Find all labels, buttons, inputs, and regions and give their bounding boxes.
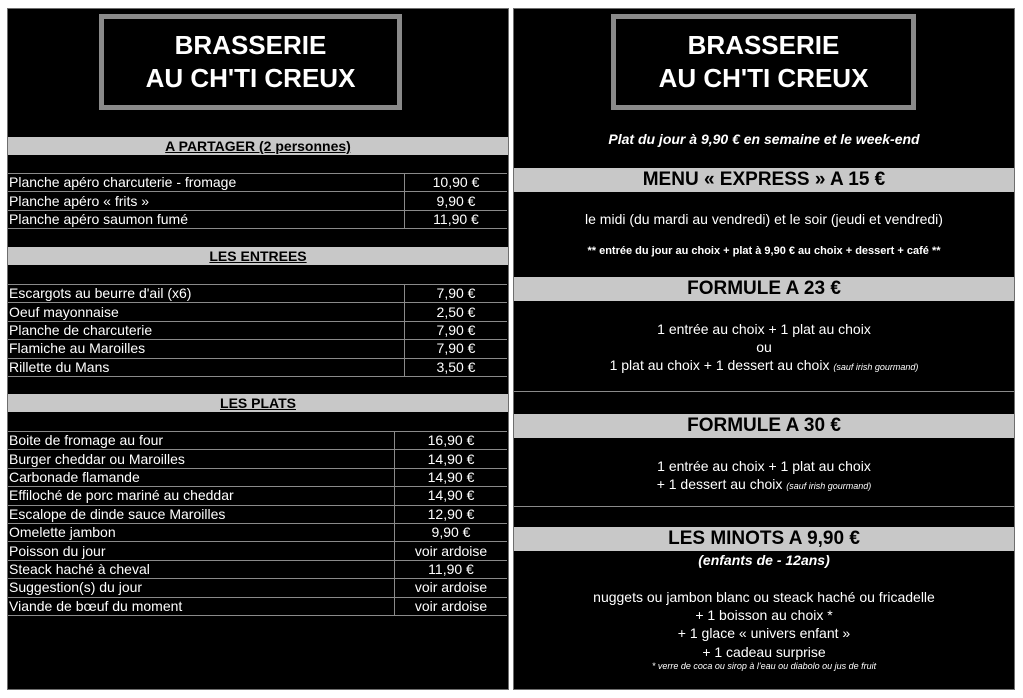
formule23-line3 bbox=[514, 357, 1014, 373]
left-menu-panel bbox=[7, 8, 509, 690]
section-header-minots: LES MINOTS A 9,90 € bbox=[514, 527, 1014, 551]
item-price: 7,90 € bbox=[405, 285, 508, 303]
section-header-partager: A PARTAGER (2 personnes) bbox=[8, 137, 508, 155]
item-name: Suggestion(s) du jour bbox=[8, 579, 395, 597]
item-name: Viande de bœuf du moment bbox=[8, 597, 395, 615]
item-name: Rillette du Mans bbox=[8, 358, 405, 376]
item-price: voir ardoise bbox=[395, 542, 508, 560]
section-header-express: MENU « EXPRESS » A 15 € bbox=[514, 168, 1014, 192]
item-price: 14,90 € bbox=[395, 468, 508, 486]
item-price: voir ardoise bbox=[395, 579, 508, 597]
item-name: Poisson du jour bbox=[8, 542, 395, 560]
item-name: Escalope de dinde sauce Maroilles bbox=[8, 505, 395, 523]
table-row bbox=[8, 285, 507, 303]
formule30-note: (sauf irish gourmand) bbox=[786, 481, 872, 491]
formule30-line2: + 1 dessert au choix bbox=[656, 476, 783, 492]
item-name: Planche apéro charcuterie - fromage bbox=[8, 174, 405, 192]
right-title-line1: BRASSERIE bbox=[687, 30, 840, 60]
minots-line3: + 1 glace « univers enfant » bbox=[677, 625, 851, 641]
item-price: 16,90 € bbox=[395, 432, 508, 450]
item-name: Carbonade flamande bbox=[8, 468, 395, 486]
section-header-formule23: FORMULE A 23 € bbox=[514, 277, 1014, 301]
item-price: voir ardoise bbox=[395, 597, 508, 615]
formule30-line1: 1 entrée au choix + 1 plat au choix bbox=[657, 458, 871, 474]
table-row bbox=[8, 597, 507, 615]
item-price: 2,50 € bbox=[405, 303, 508, 321]
table-row bbox=[8, 487, 507, 505]
table-row bbox=[8, 358, 507, 376]
right-title-box bbox=[611, 14, 916, 110]
partager-table bbox=[8, 173, 507, 229]
plats-table bbox=[8, 431, 507, 616]
left-title-box bbox=[99, 14, 402, 110]
item-name: Burger cheddar ou Maroilles bbox=[8, 450, 395, 468]
right-title-line2: AU CH'TI CREUX bbox=[658, 63, 869, 93]
item-price: 7,90 € bbox=[405, 321, 508, 339]
table-row bbox=[8, 523, 507, 541]
table-row bbox=[8, 210, 507, 228]
divider bbox=[514, 506, 1014, 507]
express-line2: ** entrée du jour au choix + plat à 9,90 € au choix + dessert + café ** bbox=[587, 245, 941, 257]
table-row bbox=[8, 505, 507, 523]
item-name: Oeuf mayonnaise bbox=[8, 303, 405, 321]
item-name: Omelette jambon bbox=[8, 523, 395, 541]
item-name: Effiloché de porc mariné au cheddar bbox=[8, 487, 395, 505]
table-row bbox=[8, 340, 507, 358]
formule23-line2: ou bbox=[756, 339, 772, 355]
table-row bbox=[8, 303, 507, 321]
table-row bbox=[8, 579, 507, 597]
formule23-line3-text: 1 plat au choix + 1 dessert au choix bbox=[609, 357, 830, 373]
formule30-line2-row bbox=[514, 476, 1014, 492]
item-name: Planche de charcuterie bbox=[8, 321, 405, 339]
minots-subtitle: (enfants de - 12ans) bbox=[698, 552, 830, 568]
formule23-note: (sauf irish gourmand) bbox=[833, 362, 919, 372]
section-header-entrees: LES ENTREES bbox=[8, 247, 508, 265]
express-line1: le midi (du mardi au vendredi) et le soir (jeudi et vendredi) bbox=[585, 211, 943, 227]
item-name: Escargots au beurre d'ail (x6) bbox=[8, 285, 405, 303]
table-row bbox=[8, 450, 507, 468]
item-price: 10,90 € bbox=[405, 174, 508, 192]
minots-line2: + 1 boisson au choix * bbox=[695, 607, 833, 623]
minots-line4: + 1 cadeau surprise bbox=[702, 644, 826, 660]
item-price: 14,90 € bbox=[395, 487, 508, 505]
minots-footnote: * verre de coca ou sirop à l'eau ou diabolo ou jus de fruit bbox=[651, 661, 877, 671]
table-row bbox=[8, 468, 507, 486]
item-price: 11,90 € bbox=[395, 560, 508, 578]
item-name: Boite de fromage au four bbox=[8, 432, 395, 450]
left-title-line1: BRASSERIE bbox=[174, 30, 327, 60]
item-price: 9,90 € bbox=[395, 523, 508, 541]
table-row bbox=[8, 174, 507, 192]
item-price: 14,90 € bbox=[395, 450, 508, 468]
plat-du-jour-text: Plat du jour à 9,90 € en semaine et le week-end bbox=[608, 131, 920, 147]
item-name: Planche apéro « frits » bbox=[8, 192, 405, 210]
item-name: Steack haché à cheval bbox=[8, 560, 395, 578]
divider bbox=[514, 391, 1014, 392]
item-price: 11,90 € bbox=[405, 210, 508, 228]
item-price: 3,50 € bbox=[405, 358, 508, 376]
formule23-line1: 1 entrée au choix + 1 plat au choix bbox=[657, 321, 871, 337]
table-row bbox=[8, 542, 507, 560]
item-price: 12,90 € bbox=[395, 505, 508, 523]
section-header-plats: LES PLATS bbox=[8, 394, 508, 412]
table-row bbox=[8, 432, 507, 450]
left-title-line2: AU CH'TI CREUX bbox=[145, 63, 356, 93]
item-price: 7,90 € bbox=[405, 340, 508, 358]
item-name: Planche apéro saumon fumé bbox=[8, 210, 405, 228]
table-row bbox=[8, 560, 507, 578]
entrees-table bbox=[8, 284, 507, 377]
section-header-formule30: FORMULE A 30 € bbox=[514, 414, 1014, 438]
table-row bbox=[8, 321, 507, 339]
item-price: 9,90 € bbox=[405, 192, 508, 210]
table-row bbox=[8, 192, 507, 210]
right-menu-panel bbox=[513, 8, 1015, 690]
item-name: Flamiche au Maroilles bbox=[8, 340, 405, 358]
minots-line1: nuggets ou jambon blanc ou steack haché ou fricadelle bbox=[593, 589, 935, 605]
